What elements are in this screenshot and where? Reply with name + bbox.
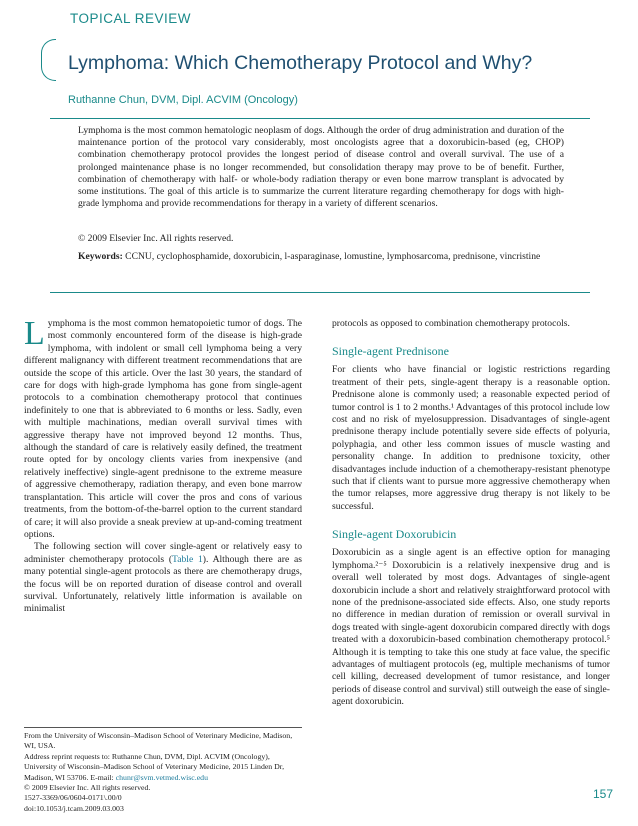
page-number: 157 (593, 787, 614, 801)
body-right-column (332, 318, 610, 709)
intro-paragraph-2 (24, 541, 302, 615)
article-title: Lymphoma: Which Chemotherapy Protocol and Why? (68, 52, 533, 74)
reprint-note (24, 752, 304, 783)
table-1-link[interactable]: Table 1 (172, 553, 203, 565)
title-bracket-decoration (41, 39, 56, 81)
doi: doi:10.1053/j.tcam.2009.03.003 (24, 803, 124, 813)
intro-p2-end: ). Although there are as many potential single-agent protocols as there are chemotherapy drugs, the focus will be on reported duration of disease control and overall survival. Unfortunately, relatively little information is available on minimalist (24, 553, 302, 615)
affiliation-note: From the University of Wisconsin–Madison School of Veterinary Medicine, Madison, WI, USA. (24, 731, 293, 751)
section-label: TOPICAL REVIEW (70, 11, 192, 26)
section-doxorubicin-text: Doxorubicin as a single agent is an effective option for managing lymphoma.²⁻⁵ Doxorubicin is a relatively inexpensive drug and is overall well tolerated by most dogs. Advantages of single-agent doxorubicin include a short and relatively straightforward protocol with none of the prednisone-associated side effects. Also, one study reports no difference in median duration of remission or overall survival in dogs treated with single-agent doxorubicin compared directly with dogs treated with a doxorubicin-based combination chemotherapy protocol.⁵ Although it is tempting to take this one study at face value, the specific advantages of multiagent protocols (eg, multiple mechanisms of tumor cell killing, decreased development of tumor resistance, and longer periods of disease control and survival) still outweigh the ease of single-agent doxorubicin. (332, 547, 610, 708)
footnote-copyright: © 2009 Elsevier Inc. All rights reserved. (24, 783, 151, 793)
keywords-label: Keywords: (78, 251, 123, 262)
section-heading-prednisone: Single-agent Prednisone (332, 344, 449, 359)
continued-paragraph: protocols as opposed to combination chemotherapy protocols. (332, 318, 570, 329)
issn: 1527-3369/06/0604-0171\.00/0 (24, 793, 122, 803)
email-link[interactable]: chunr@svm.vetmed.wisc.edu (115, 772, 208, 782)
drop-cap: L (24, 315, 45, 352)
abstract-text: Lymphoma is the most common hematologic neoplasm of dogs. Although the order of drug administration and duration of the maintenance portion of the protocol vary considerably, most oncologists agree that a doxorubicin-based (eg, CHOP) combination chemotherapy protocol provides the longest period of disease control and overall survival. The use of a prolonged maintenance phase is no longer recommended, but consolidation therapy may prove to be of benefit. Further, combination of chemotherapy with half- or whole-body radiation therapy or even bone marrow transplant is advocated by some institutions. The goal of this article is to summarize the current literature regarding chemotherapy for dogs with high-grade lymphoma and provide recommendations for therapy in a variety of different scenarios. (78, 125, 564, 210)
abstract-copyright: © 2009 Elsevier Inc. All rights reserved. (78, 233, 234, 244)
keywords-bottom-rule (50, 292, 590, 293)
intro-p2-start: The following section will cover single-agent or relatively easy to administer chemotherapy protocols ( (24, 541, 302, 565)
article-author: Ruthanne Chun, DVM, Dipl. ACVIM (Oncology) (68, 94, 298, 106)
keywords-list: CCNU, cyclophosphamide, doxorubicin, l-asparaginase, lomustine, lymphosarcoma, prednisone, vincristine (125, 251, 541, 262)
keywords (78, 249, 564, 265)
reprint-text: Address reprint requests to: Ruthanne Chun, DVM, Dipl. ACVIM (Oncology), University of Wisconsin–Madison School of Veterinary Medicine, 2015 Linden Dr, Madison, WI 53706. E-mail: (24, 751, 285, 782)
intro-paragraph (24, 315, 302, 541)
intro-text: ymphoma is the most common hematopoietic tumor of dogs. The most commonly encountered form of the disease is high-grade lymphoma, with indolent or small cell lymphoma being a very different malignancy with different treatment recommendations that are outside the scope of this article. Over the last 30 years, the standard of care for dogs with high-grade lymphoma has gone from single-agent protocols to a combination chemotherapy protocol that continues indefinitely to one that is abbreviated to 6 months or less. Sadly, even with multiple machinations, median overall survival times with aggressive therapy have not improved beyond 12 months. Thus, although the standard of care is relatively easily defined, the treatment route opted for by oncology clients varies from inexpensive (and relatively ineffective) single-agent prednisone to the extreme measure of aggressive chemotherapy, radiation therapy, and even bone marrow transplantation. This article will cover the pros and cons of various treatments, from the bottom-of-the-barrel option to the current standard of care; it will also provide a sneak preview at up-and-coming treatment options. (24, 318, 302, 540)
footnote-rule (24, 727, 302, 728)
abstract-top-rule (50, 118, 590, 119)
section-heading-doxorubicin: Single-agent Doxorubicin (332, 527, 457, 542)
footnotes (24, 731, 304, 814)
section-prednisone-text: For clients who have financial or logistic restrictions regarding treatment of their pets, single-agent therapy is a reasonable option. Prednisone alone is commonly used; a reasonable expected period of tumor control is 1 to 2 months.¹ Advantages of this protocol include low cost and no risk of myelosuppression. Disadvantages of single-agent prednisone therapy include potentially severe side effects of polyuria, polyphagia, and other less common issues of muscle wasting and personality change. In addition to prednisone toxicity, other disadvantages include induction of a chemotherapy-resistant phenotype such that if clients want to pursue more aggressive chemotherapy when the tumor relapses, more aggressive drug therapy is not likely to be successful. (332, 364, 610, 512)
body-left-column (24, 315, 302, 616)
